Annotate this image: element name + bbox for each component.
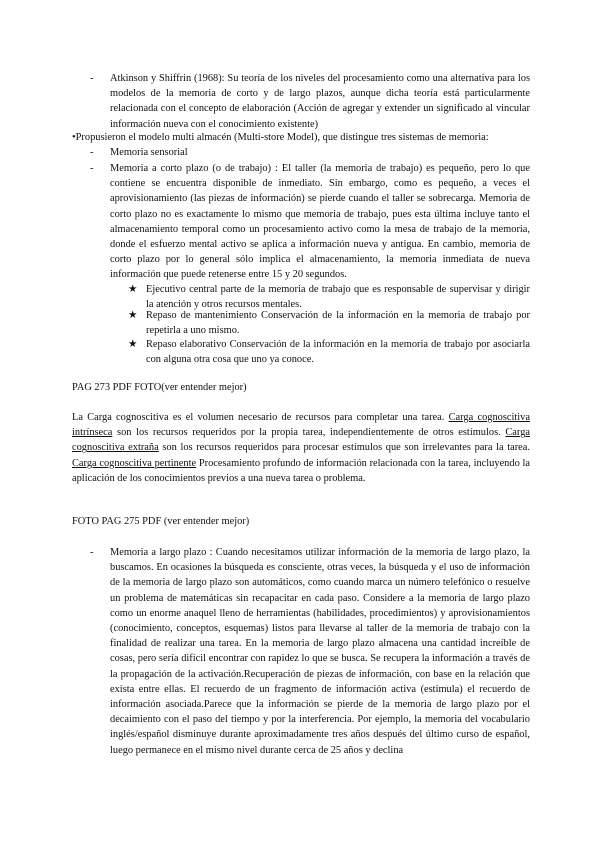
carga-intrinseca-text: son los recursos requeridos por la propia tarea, independientemente de otros estímulos. [112,427,506,439]
carga-extrana-term: Carga cognoscitiva extraña [72,427,530,454]
star-item-ejecutivo: Ejecutivo central parte de la memoria de trabajo que es responsable de supervisar y dirigir la atención y otros recursos mentales. [146,284,530,311]
pag-275-note: FOTO PAG 275 PDF (ver entender mejor) [72,516,250,527]
memoria-sensorial-item: Memoria sensorial [110,147,188,158]
memoria-corto-plazo-paragraph: Memoria a corto plazo (o de trabajo) : El taller (la memoria de trabajo) es pequeño, pero lo que contiene se encuentra disponible de inmediato. Sin embargo, como es pequeño, a veces el aprovisionamiento (las piezas de información) se pierde cuando el taller se sobrecarga. Memoria de corto plazo no es exactamente lo mismo que memoria de trabajo, pues esta última incluye tanto el almacenamiento temporal como un procesamiento activo como la mesa de trabajo de la memoria, donde el esfuerzo mental activo se aplica a información nueva y antigua. En cambio, memoria de corto plazo por lo general sólo implica el almacenamiento, la memoria inmediata de nueva información que puede retenerse entre 15 y 20 segundos. [110,163,530,281]
dash-marker: - [90,547,94,558]
carga-pertinente-term: Carga cognoscitiva pertinente [72,457,197,469]
star-icon: ★ [128,310,138,321]
carga-cognoscitiva-paragraph [72,410,530,486]
memoria-largo-plazo-paragraph: Memoria a largo plazo : Cuando necesitamos utilizar información de la memoria de largo plazo, la buscamos. En ocasiones la búsqueda es consciente, otras veces, la búsqueda y el uso de información de la memoria de largo plazo son automáticos, como cuando marca un número telefónico o resuelve un problema de matemáticas sin recapacitar en cada paso. Considere a la memoria de largo plazo como un enorme anaquel lleno de herramientas (habilidades, procedimientos) y aprovisionamientos (conocimiento, conceptos, esquemas) listos para llevarse al taller de la memoria de trabajo con la finalidad de realizar una tarea. En la memoria de largo plazo almacena una cantidad increíble de cosas, pero sería difícil encontrar con rapidez lo que se busca. Se recupera la información a través de la propagación de la activación.Recuperación de piezas de información, con base en la relación que exista entre ellas. El recuerdo de un fragmento de información activa (estimula) el recuerdo de información asociada.Parece que la información se pierde de la memoria de largo plazo por el decaimiento con el paso del tiempo y por la interferencia. Por ejemplo, la memoria del vocabulario inglés/español disminuye durante aproximadamente tres años después del último curso de español, luego permanece en el mismo nivel durante cerca de 25 años y declina [110,547,530,756]
dash-marker: - [90,163,94,174]
dash-marker: - [90,73,94,84]
dash-marker: - [90,147,94,158]
star-icon: ★ [128,339,138,350]
star-item-repaso-mantenimiento: Repaso de mantenimiento Conservación de la información en la memoria de trabajo por repetirla a uno mismo. [146,310,530,337]
atkinson-paragraph: Atkinson y Shiffrin (1968): Su teoría de los niveles del procesamiento como una alternativa para los modelos de la memoria de corto y de largo plazos, aunque dicha teoría está particularmente relacionada con el concepto de elaboración (Acción de agregar y extender un significado al vincular información nueva con el conocimiento existente) [110,73,530,130]
multistore-bullet: •Propusieron el modelo multi almacén (Multi-store Model), que distingue tres sistemas de memoria: [72,132,489,143]
carga-intrinseca-term: Carga cognoscitiva intrínseca [72,412,530,439]
carga-extrana-text: son los recursos requeridos para procesar estímulos que son irrelevantes para la tarea. [158,442,530,454]
carga-pertinente-text: Procesamiento profundo de información relacionada con la tarea, incluyendo la aplicación de los conocimientos previos a una nueva tarea o problema. [72,457,530,484]
carga-intro: La Carga cognoscitiva es el volumen necesario de recursos para completar una tarea. [72,412,449,423]
star-item-repaso-elaborativo: Repaso elaborativo Conservación de la información en la memoria de trabajo por asociarla con alguna otra cosa que uno ya conoce. [146,339,530,366]
pag-273-note: PAG 273 PDF FOTO(ver entender mejor) [72,382,247,393]
star-icon: ★ [128,284,138,295]
